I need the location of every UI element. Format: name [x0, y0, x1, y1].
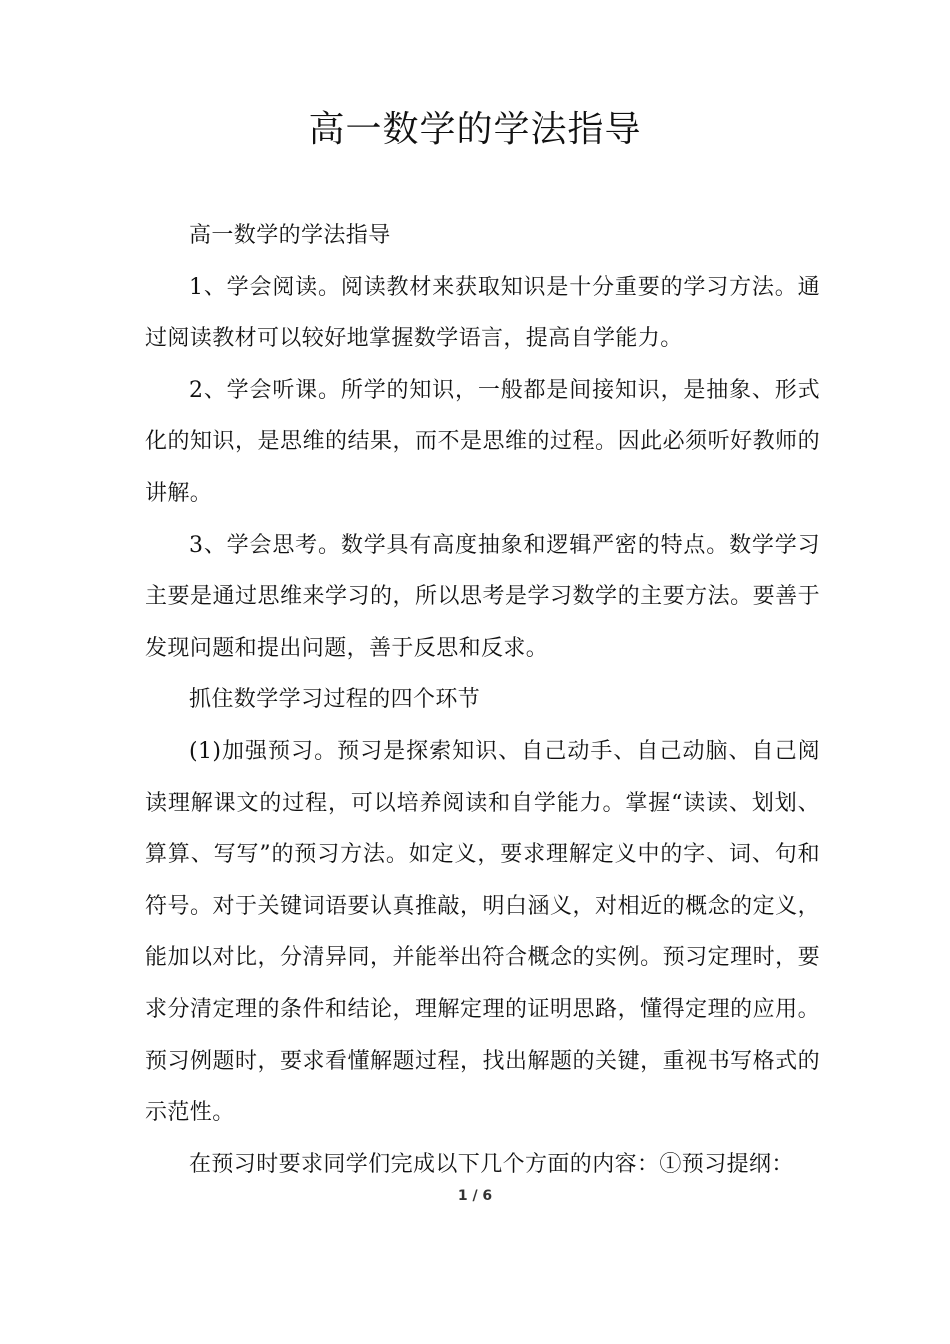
paragraph-reading: 1、学会阅读。阅读教材来获取知识是十分重要的学习方法。通过阅读教材可以较好地掌握数学语言，提高自学能力。 [145, 274, 820, 352]
paragraph-four-stages-heading: 抓住数学学习过程的四个环节 [189, 687, 481, 713]
paragraph-preview: (1)加强预习。预习是探索知识、自己动手、自己动脑、自己阅读理解课文的过程，可以培养阅读和自学能力。掌握“读读、划划、算算、写写”的预习方法。如定义，要求理解定义中的字、词、句和符号。对于关键词语要认真推敲，明白涵义，对相近的概念的定义，能加以对比，分清异同，并能举出符合概念的实例。预习定理时，要求分清定理的条件和结论，理解定理的证明思路，懂得定理的应用。预习例题时，要求看懂解题过程，找出解题的关键，重视书写格式的示范性。 [145, 738, 820, 1126]
paragraph-preview-requirements: 在预习时要求同学们完成以下几个方面的内容：①预习提纲： [189, 1151, 794, 1177]
page-number: 1 / 6 [457, 1188, 493, 1204]
paragraph-subtitle: 高一数学的学法指导 [189, 223, 391, 248]
paragraph-thinking: 3、学会思考。数学具有高度抽象和逻辑严密的特点。数学学习主要是通过思维来学习的，所以思考是学习数学的主要方法。要善于发现问题和提出问题，善于反思和反求。 [145, 532, 820, 661]
document-title: 高一数学的学法指导 [308, 109, 642, 150]
paragraph-listening: 2、学会听课。所学的知识，一般都是间接知识，是抽象、形式化的知识，是思维的结果，而不是思维的过程。因此必须听好教师的讲解。 [145, 377, 820, 506]
document-body [145, 210, 820, 1190]
